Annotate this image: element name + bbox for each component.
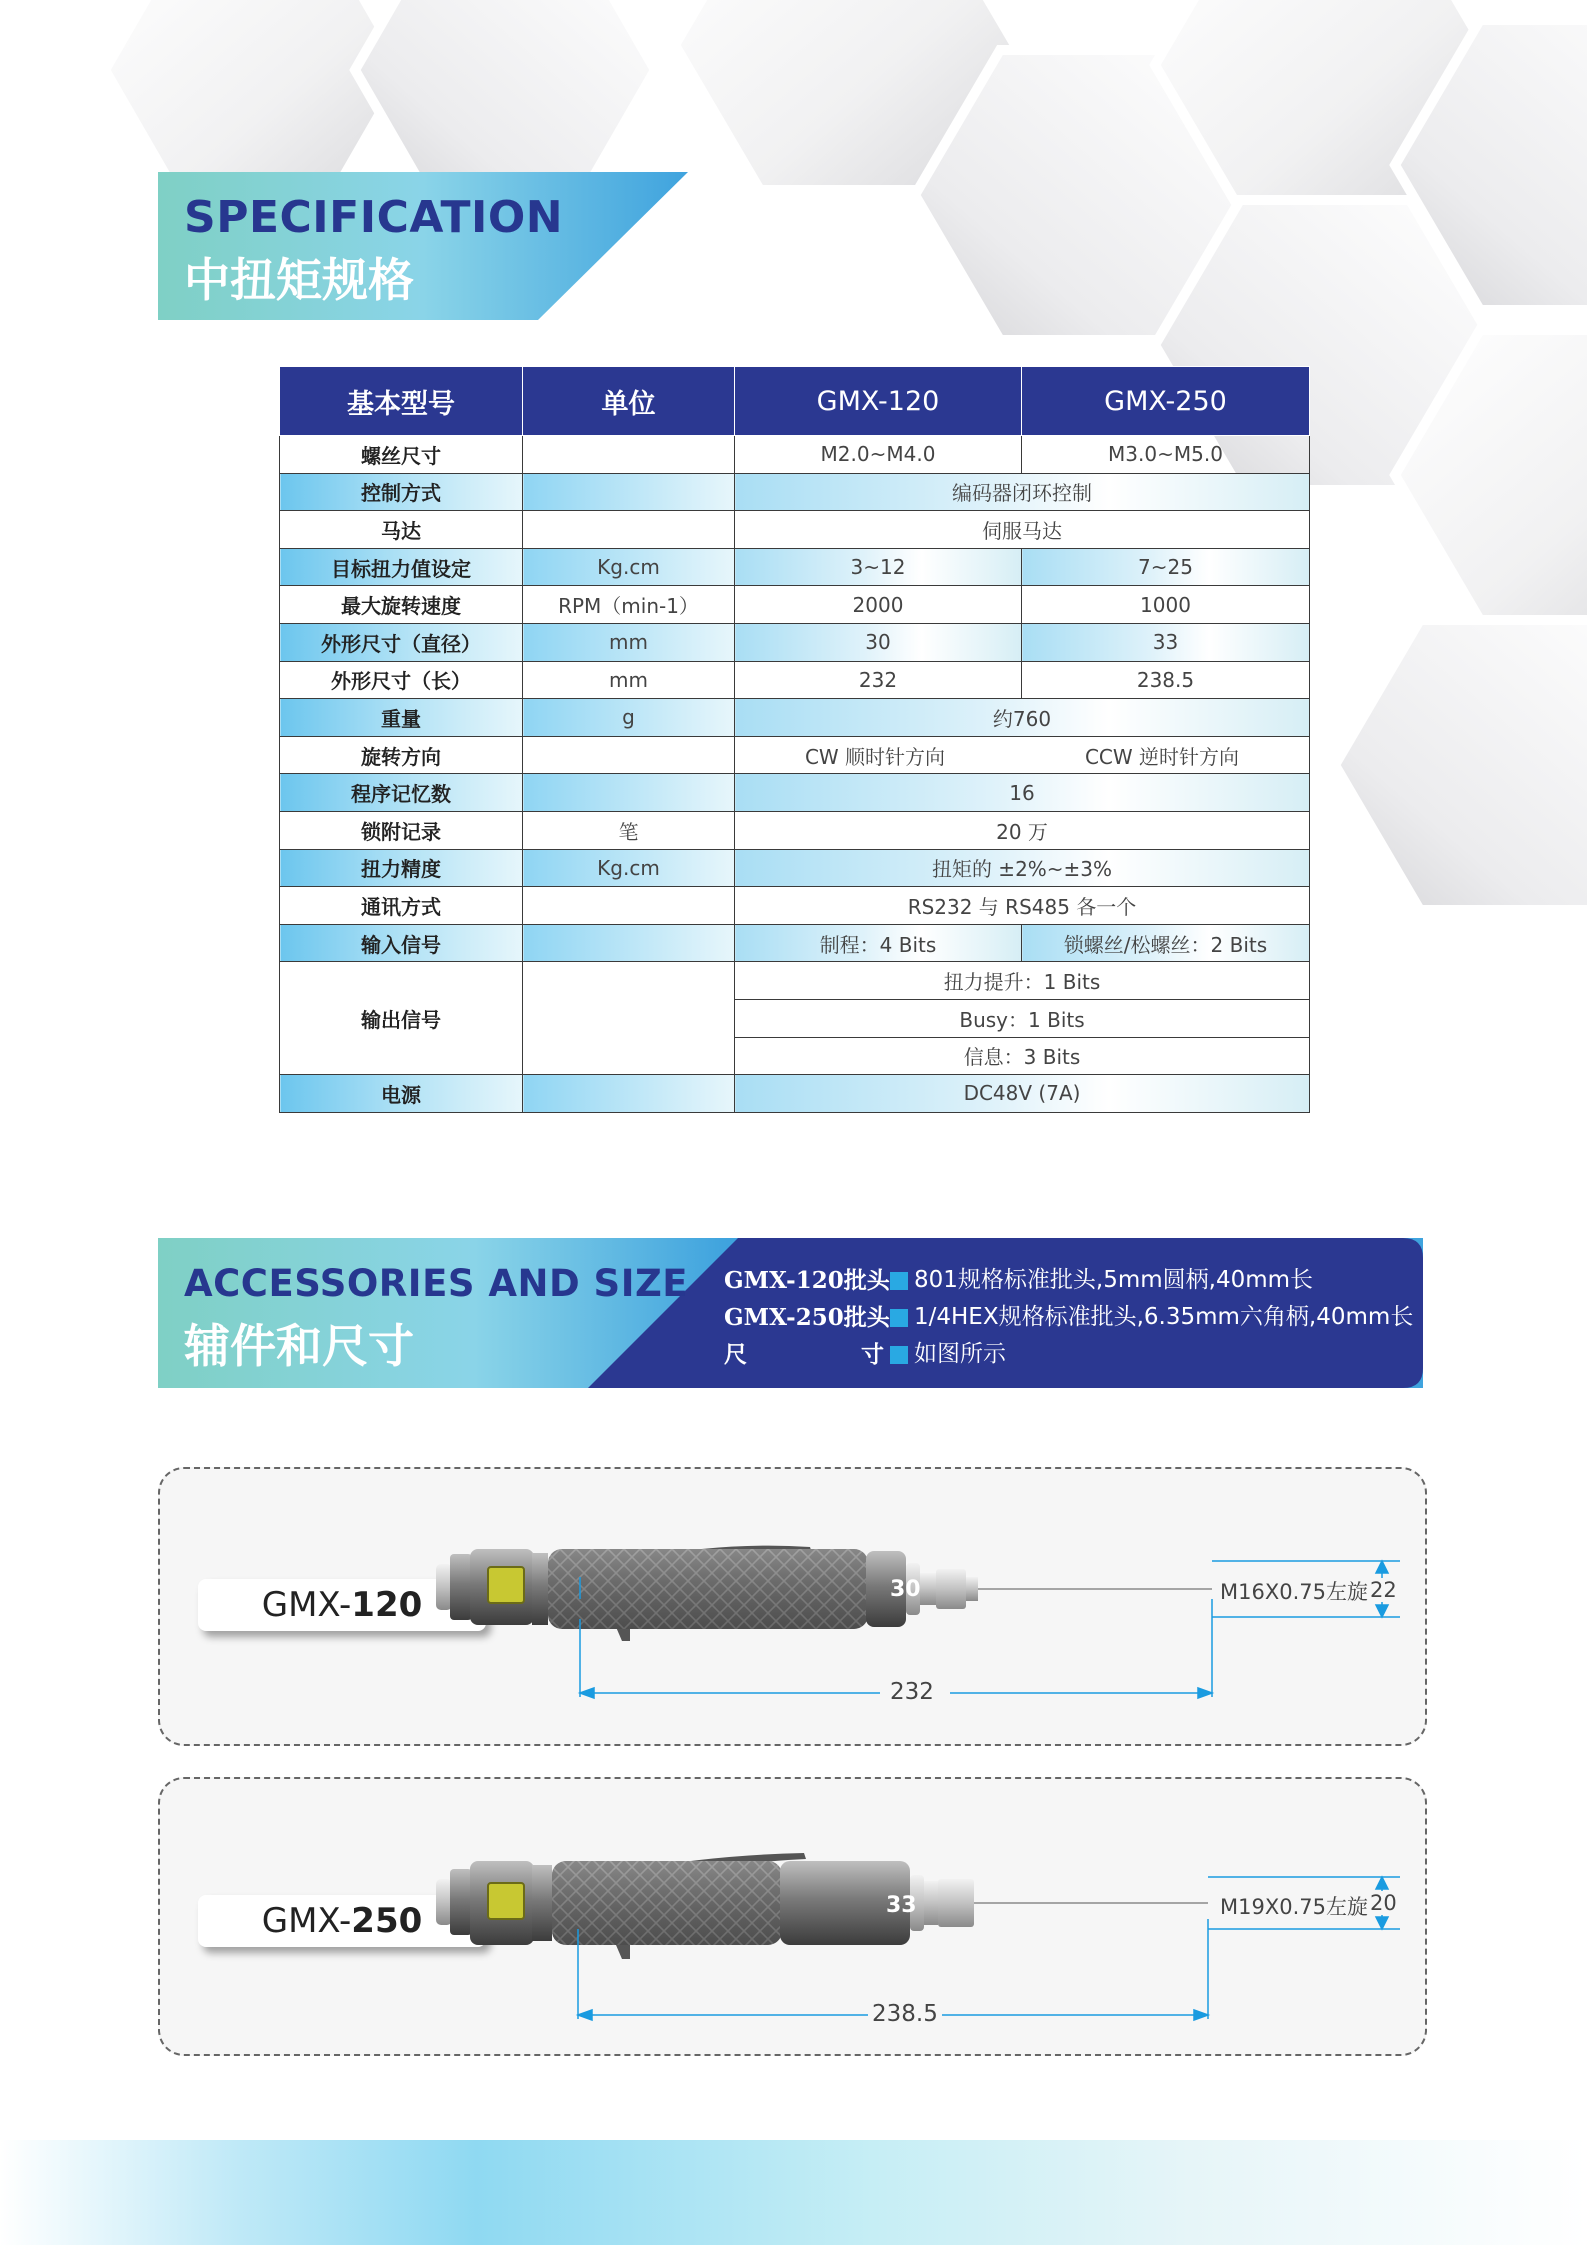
row-value: 16 (735, 774, 1310, 812)
row-unit (523, 924, 735, 962)
accessory-line (724, 1299, 1413, 1336)
row-label: 电源 (280, 1075, 523, 1113)
accessory-key (724, 1336, 884, 1373)
row-value: 约760 (735, 699, 1310, 737)
row-label: 锁附记录 (280, 811, 523, 849)
row-value: 扭力提升：1 Bits (735, 962, 1310, 1000)
table-row (280, 548, 1310, 586)
table-row (280, 1075, 1310, 1113)
accessories-info (724, 1262, 1413, 1373)
specification-banner (158, 172, 688, 320)
row-unit (523, 473, 735, 511)
spec-title-en: SPECIFICATION (184, 192, 564, 243)
row-label: 螺丝尺寸 (280, 436, 523, 474)
row-value: 编码器闭环控制 (735, 473, 1310, 511)
square-bullet-icon (890, 1309, 908, 1327)
row-unit (523, 774, 735, 812)
spec-table (279, 366, 1310, 1113)
table-row (280, 849, 1310, 887)
length-label: 238.5 (868, 2001, 942, 2027)
accessory-key-b: 250批头 (795, 1304, 890, 1331)
row-unit (523, 511, 735, 549)
row-label: 外形尺寸（长） (280, 661, 523, 699)
row-unit (523, 962, 735, 1075)
bottom-gradient-band (0, 2140, 1587, 2245)
table-row (280, 811, 1310, 849)
table-row (280, 436, 1310, 474)
row-unit: RPM（min-1） (523, 586, 735, 624)
row-unit: mm (523, 623, 735, 661)
accessories-title-zh: 辅件和尺寸 (184, 1319, 414, 1373)
header-gmx120: GMX-120 (735, 367, 1022, 436)
table-row (280, 623, 1310, 661)
thread-label: M19X0.75左旋 (1220, 1891, 1368, 1921)
front-diameter-label: 20 (1370, 1891, 1397, 1915)
accessory-value: 801规格标准批头,5mm圆柄,40mm长 (914, 1267, 1314, 1293)
row-unit: Kg.cm (523, 548, 735, 586)
square-bullet-icon (890, 1346, 908, 1364)
accessory-key (724, 1262, 890, 1299)
diameter-label: 30 (890, 1577, 921, 1602)
header-unit: 单位 (523, 367, 735, 436)
table-row (280, 473, 1310, 511)
row-value: 3~12 (735, 548, 1022, 586)
row-unit: 笔 (523, 811, 735, 849)
row-unit (523, 436, 735, 474)
row-label: 控制方式 (280, 473, 523, 511)
row-label: 外形尺寸（直径） (280, 623, 523, 661)
row-label: 重量 (280, 699, 523, 737)
rotation-ccw: CCW 逆时针方向 (1084, 744, 1240, 769)
row-value: 20 万 (735, 811, 1310, 849)
accessories-title-en: ACCESSORIES AND SIZE (184, 1262, 689, 1305)
header-gmx250: GMX-250 (1022, 367, 1310, 436)
row-unit: g (523, 699, 735, 737)
row-label: 旋转方向 (280, 736, 523, 774)
row-unit: mm (523, 661, 735, 699)
row-value: RS232 与 RS485 各一个 (735, 887, 1310, 925)
row-value: 锁螺丝/松螺丝：2 Bits (1022, 924, 1310, 962)
thread-label: M16X0.75左旋 (1220, 1576, 1368, 1606)
row-value: Busy：1 Bits (735, 999, 1310, 1037)
row-label: 通讯方式 (280, 887, 523, 925)
row-unit: Kg.cm (523, 849, 735, 887)
accessory-key-a: 尺 (724, 1341, 747, 1368)
accessory-line (724, 1262, 1413, 1299)
table-row (280, 699, 1310, 737)
row-value: 7~25 (1022, 548, 1310, 586)
row-unit (523, 1075, 735, 1113)
row-value: 伺服马达 (735, 511, 1310, 549)
row-value: 信息：3 Bits (735, 1037, 1310, 1075)
screwdriver-drawing-gmx120 (160, 1469, 1425, 1744)
row-label: 扭力精度 (280, 849, 523, 887)
accessory-key-b: 寸 (861, 1341, 884, 1368)
accessory-line (724, 1336, 1413, 1373)
table-row (280, 887, 1310, 925)
row-label: 程序记忆数 (280, 774, 523, 812)
length-label: 232 (890, 1679, 934, 1705)
table-row (280, 962, 1310, 1000)
row-value: 1000 (1022, 586, 1310, 624)
accessories-banner (158, 1238, 1423, 1388)
row-value: DC48V (7A) (735, 1075, 1310, 1113)
row-label: 输出信号 (280, 962, 523, 1075)
row-value: M2.0~M4.0 (735, 436, 1022, 474)
header-model: 基本型号 (280, 367, 523, 436)
row-label: 最大旋转速度 (280, 586, 523, 624)
model-prefix: GMX- (261, 1901, 352, 1941)
table-row (280, 774, 1310, 812)
table-row (280, 511, 1310, 549)
row-value: 30 (735, 623, 1022, 661)
row-value: 232 (735, 661, 1022, 699)
row-value: 制程：4 Bits (735, 924, 1022, 962)
row-unit (523, 887, 735, 925)
row-value: 扭矩的 ±2%~±3% (735, 849, 1310, 887)
table-row (280, 586, 1310, 624)
row-value (735, 736, 1310, 774)
accessory-key (724, 1299, 890, 1336)
table-row (280, 924, 1310, 962)
row-value: 2000 (735, 586, 1022, 624)
row-label: 马达 (280, 511, 523, 549)
table-row (280, 661, 1310, 699)
row-label: 目标扭力值设定 (280, 548, 523, 586)
front-diameter-label: 22 (1370, 1578, 1397, 1602)
row-value: 238.5 (1022, 661, 1310, 699)
row-value: 33 (1022, 623, 1310, 661)
accessory-key-a: GMX- (724, 1304, 796, 1331)
spec-title-zh: 中扭矩规格 (184, 253, 414, 307)
table-header-row (280, 367, 1310, 436)
table-row (280, 736, 1310, 774)
model-number: 120 (351, 1585, 423, 1625)
row-unit (523, 736, 735, 774)
accessory-value: 1/4HEX规格标准批头,6.35mm六角柄,40mm长 (914, 1304, 1414, 1330)
diameter-label: 33 (886, 1893, 917, 1918)
accessory-value: 如图所示 (914, 1341, 1006, 1367)
square-bullet-icon (890, 1272, 908, 1290)
tool-panel-gmx250 (158, 1777, 1427, 2056)
model-prefix: GMX- (261, 1585, 352, 1625)
model-number: 250 (351, 1901, 423, 1941)
rotation-cw: CW 顺时针方向 (804, 744, 946, 769)
accessory-key-a: GMX- (724, 1267, 796, 1294)
accessory-key-b: 120批头 (795, 1267, 890, 1294)
tool-panel-gmx120 (158, 1467, 1427, 1746)
row-value: M3.0~M5.0 (1022, 436, 1310, 474)
row-label: 输入信号 (280, 924, 523, 962)
